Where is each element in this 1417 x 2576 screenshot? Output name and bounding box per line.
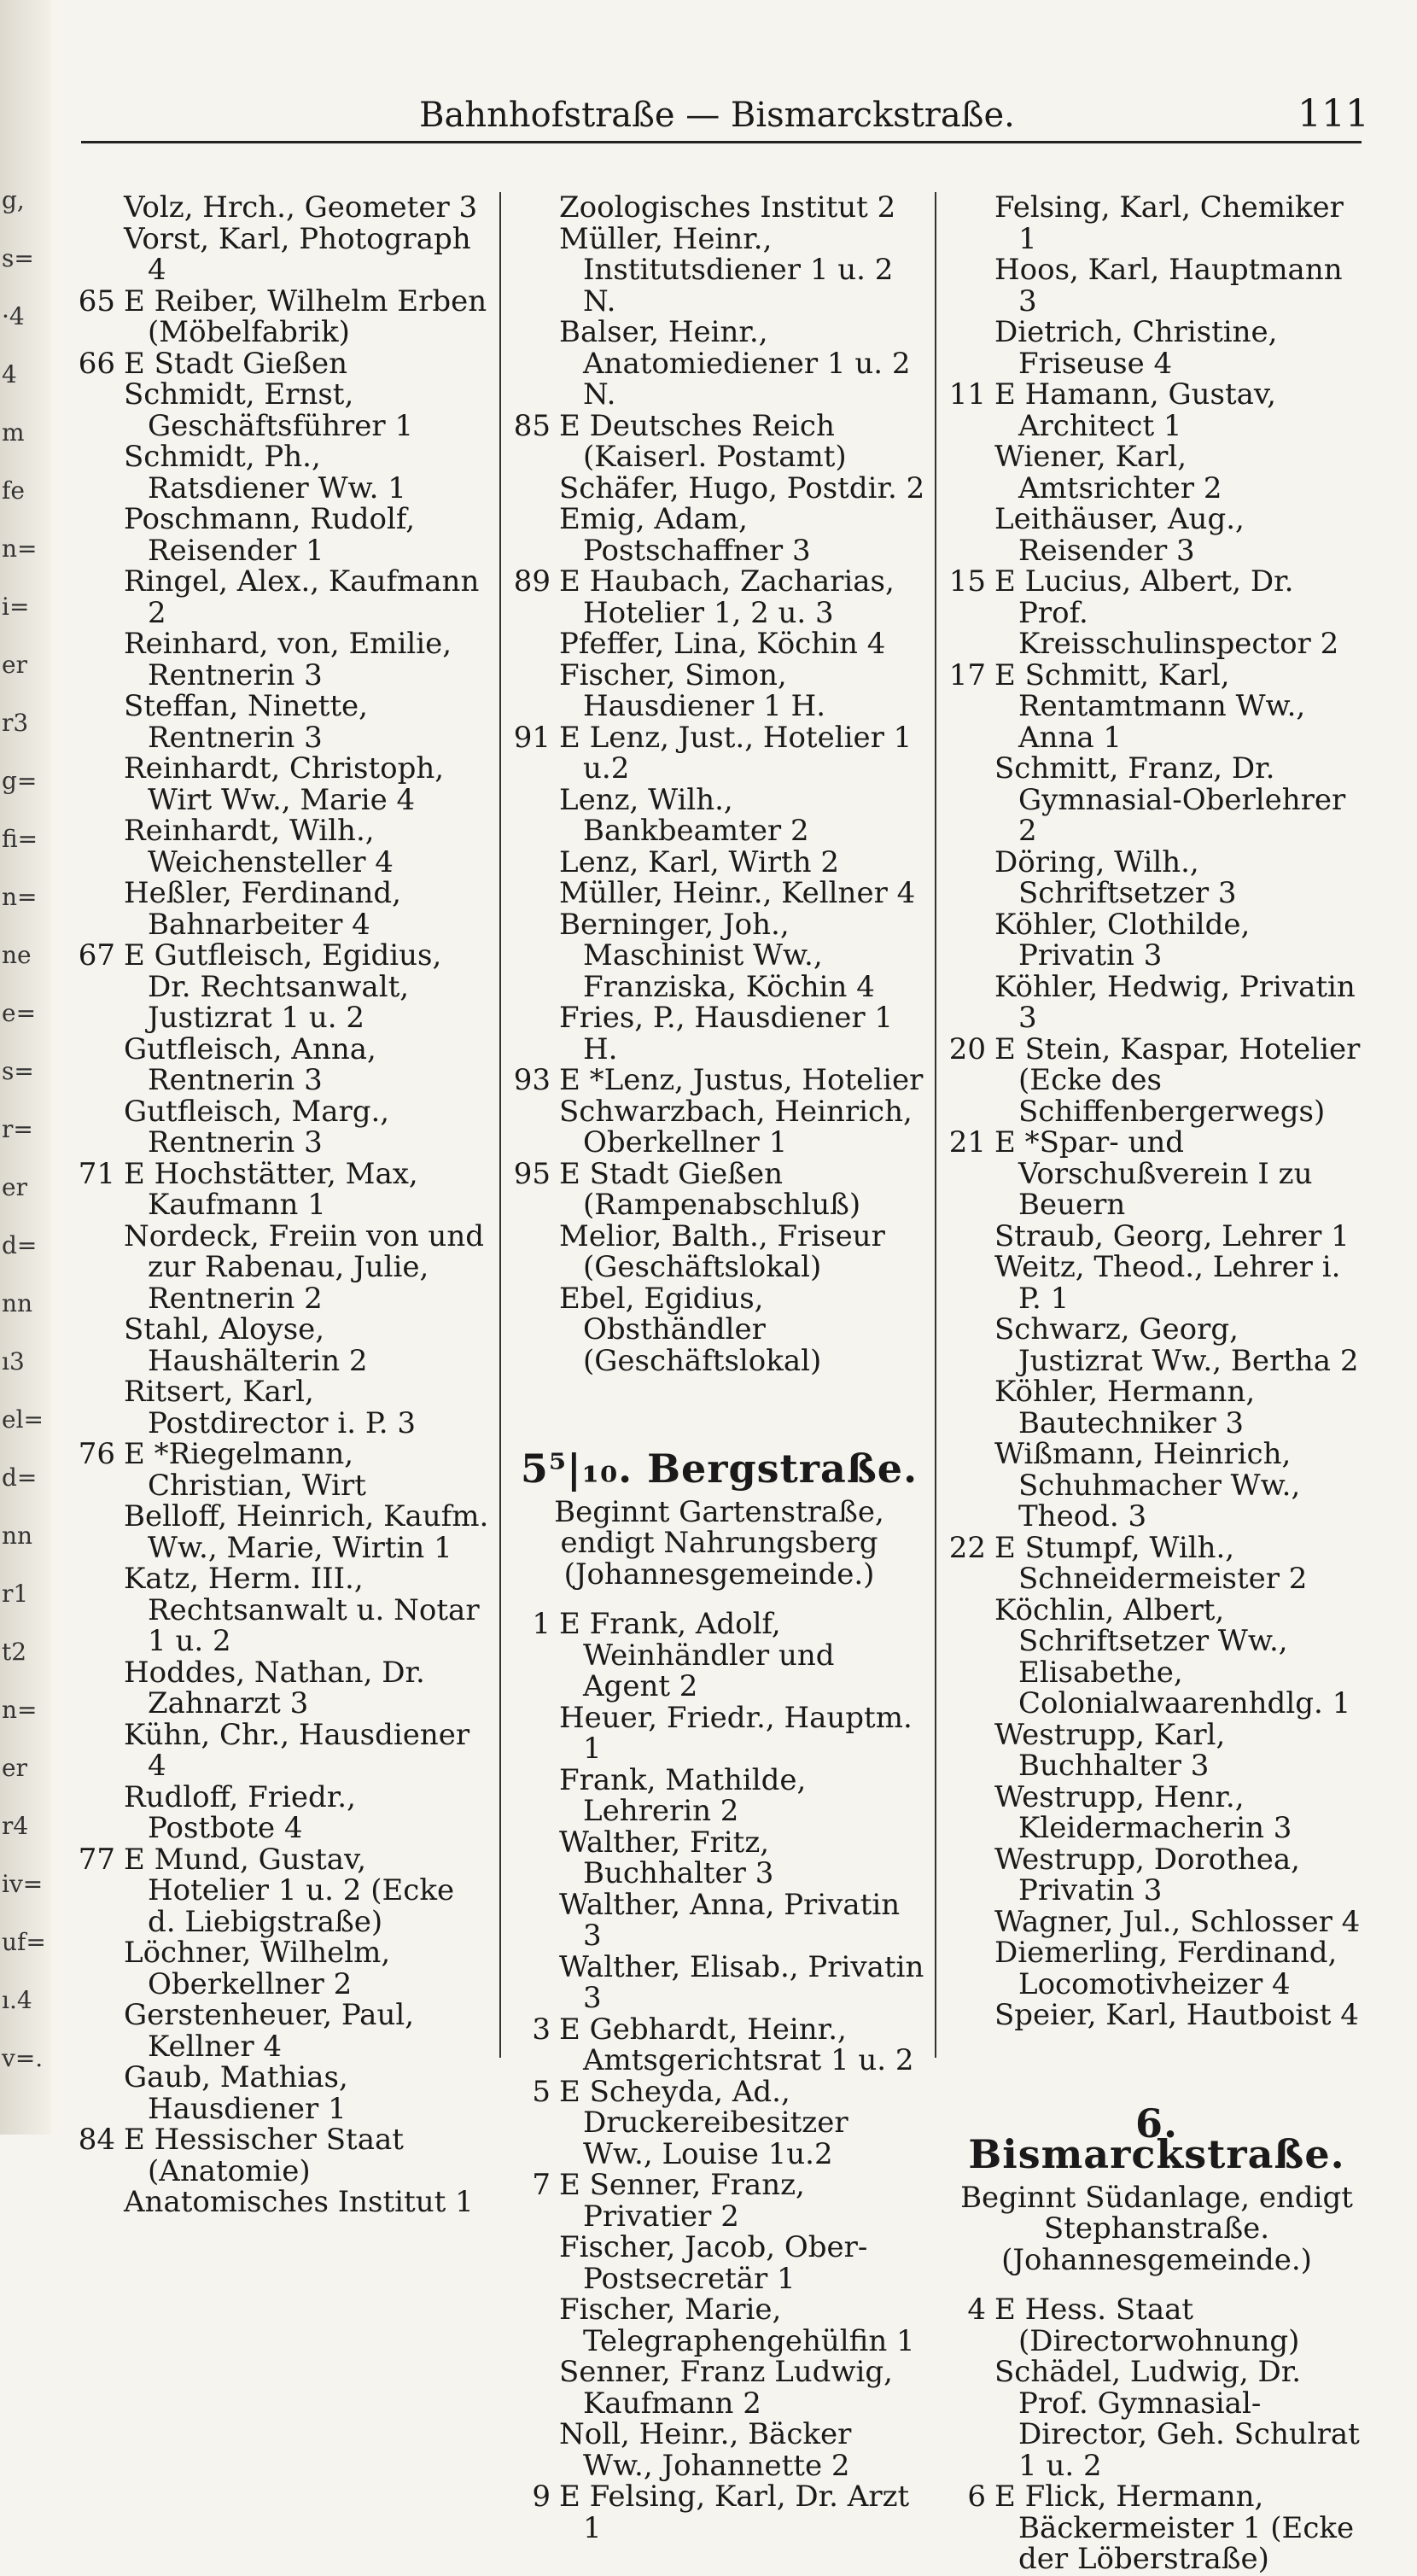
gutter-fragment: d=	[2, 1231, 38, 1259]
entry-text: Schmidt, Ph., Ratsdiener Ww. 1	[124, 440, 406, 505]
directory-entry	[512, 1827, 926, 1890]
directory-entry	[512, 2170, 926, 2232]
gutter-fragment: uf=	[2, 1928, 46, 1956]
directory-entry	[948, 317, 1366, 379]
directory-entry	[512, 1887, 926, 1953]
entry-text: E Hamann, Gustav, Architect 1	[994, 377, 1276, 443]
entry-text: Reinhardt, Wilh., Weichensteller 4	[124, 814, 394, 879]
entry-text: E Stadt Gießen (Rampenabschluß)	[559, 1156, 861, 1222]
entry-text: E Hess. Staat (Directorwohnung)	[994, 2293, 1300, 2358]
entry-text: Lenz, Karl, Wirth 2	[559, 844, 840, 879]
section-heading-bergstrasse: 5⁵|₁₀. Bergstraße.	[520, 1446, 918, 1492]
entry-text: Fries, P., Hausdiener 1 H.	[559, 1001, 894, 1066]
directory-entry	[948, 566, 1366, 660]
directory-entry	[948, 1218, 1366, 1253]
entry-text: E Frank, Adolf, Weinhändler und Agent 2	[559, 1607, 835, 1703]
entry-text: E Senner, Franz, Privatier 2	[559, 2168, 805, 2234]
entry-text: Gaub, Mathias, Hausdiener 1	[124, 2060, 348, 2126]
gutter-fragment: e=	[2, 999, 37, 1027]
directory-entry	[948, 969, 1366, 1035]
directory-entry	[512, 844, 926, 879]
directory-entry	[948, 1530, 1366, 1596]
directory-entry	[77, 2124, 491, 2187]
gutter-fragment: fi=	[2, 825, 38, 853]
house-number: 4	[967, 2293, 986, 2327]
directory-entry	[948, 1376, 1366, 1439]
directory-entry	[77, 221, 491, 287]
entry-text: E Mund, Gustav, Hotelier 1 u. 2 (Ecke d. Liebigstraße)	[124, 1842, 455, 1939]
entry-text: Katz, Herm. III., Rechtsanwalt u. Notar 1 u. 2	[124, 1562, 480, 1658]
entry-text: E Stein, Kaspar, Hotelier (Ecke des Schiffenbergerwegs)	[994, 1031, 1361, 1129]
directory-entry	[512, 470, 926, 505]
entry-text: Köhler, Hedwig, Privatin 3	[994, 969, 1356, 1035]
entry-text: Dietrich, Christine, Friseuse 4	[994, 315, 1278, 381]
entry-text: Frank, Mathilde, Lehrerin 2	[559, 1762, 807, 1828]
directory-entry	[77, 2000, 491, 2062]
house-number: 85	[513, 408, 551, 443]
directory-entry	[948, 1252, 1366, 1314]
gutter-fragment: n=	[2, 883, 38, 911]
directory-entry	[948, 192, 1366, 254]
directory-entry	[77, 1218, 491, 1316]
page-number: 111	[1297, 92, 1369, 136]
gutter-fragment: g=	[2, 767, 38, 795]
directory-entry	[77, 1657, 491, 1720]
gutter-fragment: 4	[2, 360, 17, 388]
directory-entry	[948, 1439, 1366, 1533]
house-number: 89	[513, 564, 551, 599]
gutter-fragment: n=	[2, 534, 38, 563]
house-number: 91	[513, 720, 551, 755]
house-number: 1	[532, 1607, 551, 1641]
entry-text: Schwarzbach, Heinrich, Oberkellner 1	[559, 1094, 913, 1159]
directory-entry	[77, 1156, 491, 1222]
entry-text: Heßler, Ferdinand, Bahnarbeiter 4	[124, 876, 401, 942]
directory-entry	[77, 1779, 491, 1845]
entry-text: Wagner, Jul., Schlosser 4	[994, 1904, 1361, 1939]
entry-text: Stahl, Aloyse, Haushälterin 2	[124, 1312, 368, 1378]
directory-entry	[512, 1700, 926, 1766]
directory-entry	[948, 1717, 1366, 1783]
left-gutter-fragments	[0, 0, 51, 2135]
directory-entry	[512, 2481, 926, 2544]
entry-text: Reinhard, von, Emilie, Rentnerin 3	[124, 627, 452, 692]
gutter-fragment: er	[2, 1173, 27, 1201]
gutter-fragment: r4	[2, 1812, 29, 1840]
directory-entry	[512, 2294, 926, 2357]
entry-text: Belloff, Heinrich, Kaufm. Ww., Marie, Wirtin 1	[124, 1499, 489, 1565]
directory-entry	[512, 408, 926, 474]
directory-entry	[77, 379, 491, 441]
gutter-fragment: s=	[2, 1057, 34, 1085]
directory-entry	[77, 1563, 491, 1657]
entry-list	[948, 192, 1366, 2031]
directory-entry	[77, 940, 491, 1034]
directory-entry	[77, 1501, 491, 1563]
entry-text: E Haubach, Zacharias, Hotelier 1, 2 u. 3	[559, 564, 895, 630]
column-1	[77, 192, 491, 2218]
house-number: 22	[948, 1530, 986, 1565]
entry-text: Zoologisches Institut 2	[559, 190, 896, 225]
directory-entry	[77, 1439, 491, 1501]
entry-text: Köhler, Hermann, Bautechniker 3	[994, 1375, 1256, 1440]
directory-entry	[77, 566, 491, 628]
entry-text: Ritsert, Karl, Postdirector i. P. 3	[124, 1375, 417, 1440]
entry-text: Wiener, Karl, Amtsrichter 2	[994, 440, 1222, 505]
entry-text: Nordeck, Freiin von und zur Rabenau, Julie, Rentnerin 2	[124, 1218, 484, 1316]
entry-text: E Gebhardt, Heinr., Amtsgerichtsrat 1 u. 2	[559, 2012, 914, 2077]
entry-text: Westrupp, Karl, Buchhalter 3	[994, 1717, 1226, 1783]
gutter-fragment: r=	[2, 1115, 33, 1143]
gutter-fragment: er	[2, 1754, 27, 1782]
house-number: 76	[78, 1437, 115, 1471]
gutter-fragment: nn	[2, 1522, 33, 1550]
entry-text: Balser, Heinr., Anatomiediener 1 u. 2 N.	[559, 315, 911, 412]
entry-text: Leithäuser, Aug., Reisender 3	[994, 502, 1245, 568]
header-rule	[81, 141, 1362, 143]
directory-entry	[77, 1096, 491, 1159]
house-number: 20	[948, 1031, 986, 1066]
entry-text: Hoos, Karl, Hauptmann 3	[994, 253, 1343, 318]
directory-entry	[948, 657, 1366, 755]
directory-entry	[512, 2232, 926, 2294]
gutter-fragment: el=	[2, 1405, 44, 1434]
entry-text: Köhler, Clothilde, Privatin 3	[994, 907, 1251, 973]
entry-text: Westrupp, Dorothea, Privatin 3	[994, 1842, 1300, 1907]
page-title: Bahnhofstraße — Bismarckstraße.	[419, 96, 1015, 135]
gutter-fragment: v=.	[2, 2044, 44, 2072]
entry-text: Westrupp, Henr., Kleidermacherin 3	[994, 1779, 1292, 1845]
directory-entry	[77, 1717, 491, 1783]
directory-entry	[948, 1031, 1366, 1129]
gutter-fragment: m	[2, 418, 25, 447]
entry-text: Lenz, Wilh., Bankbeamter 2	[559, 782, 809, 848]
gutter-fragment: nn	[2, 1289, 33, 1317]
house-number: 84	[78, 2123, 115, 2157]
entry-text: Walther, Elisab., Privatin 3	[559, 1949, 924, 2015]
entry-text: Vorst, Karl, Photograph 4	[124, 221, 471, 287]
directory-entry	[512, 192, 926, 224]
entry-text: E Gutfleisch, Egidius, Dr. Rechtsanwalt, Justizrat 1 u. 2	[124, 938, 442, 1035]
entry-text: Reinhardt, Christoph, Wirt Ww., Marie 4	[124, 751, 445, 817]
entry-list	[512, 192, 926, 1376]
entry-text: Löchner, Wilhelm, Oberkellner 2	[124, 1936, 391, 2001]
entry-text: E Schmitt, Karl, Rentamtmann Ww., Anna 1	[994, 657, 1306, 755]
entry-text: Fischer, Marie, Telegraphengehülfin 1	[559, 2293, 915, 2358]
house-number: 11	[948, 377, 986, 412]
entry-text: Walther, Anna, Privatin 3	[559, 1887, 901, 1953]
entry-text: Müller, Heinr., Kellner 4	[559, 876, 916, 910]
entry-text: Poschmann, Rudolf, Reisender 1	[124, 502, 416, 568]
house-number: 17	[948, 657, 986, 692]
gutter-fragment: g,	[2, 186, 25, 214]
directory-entry	[512, 221, 926, 318]
directory-entry	[512, 2419, 926, 2481]
entry-text: E Deutsches Reich (Kaiserl. Postamt)	[559, 408, 847, 474]
directory-entry	[948, 379, 1366, 441]
column-divider	[499, 192, 501, 2058]
directory-entry	[512, 1002, 926, 1065]
entry-text: Berninger, Joh., Maschinist Ww., Franziska, Köchin 4	[559, 907, 875, 1004]
column-2	[512, 192, 926, 2544]
entry-text: Rudloff, Friedr., Postbote 4	[124, 1779, 356, 1845]
directory-entry	[512, 1065, 926, 1096]
directory-entry	[77, 283, 491, 349]
directory-entry	[77, 192, 491, 224]
entry-text: Weitz, Theod., Lehrer i. P. 1	[994, 1250, 1341, 1316]
directory-entry	[512, 1096, 926, 1159]
entry-text: Pfeffer, Lina, Köchin 4	[559, 627, 886, 661]
entry-text: Steffan, Ninette, Rentnerin 3	[124, 689, 368, 755]
house-number: 71	[78, 1156, 115, 1191]
directory-entry	[512, 1283, 926, 1377]
gutter-fragment: fe	[2, 476, 25, 505]
directory-entry	[77, 2187, 491, 2218]
house-number: 95	[513, 1156, 551, 1191]
directory-entry	[948, 1904, 1366, 1939]
directory-entry	[77, 1937, 491, 2000]
directory-entry	[77, 1376, 491, 1439]
entry-text: Speier, Karl, Hautboist 4	[994, 1998, 1359, 2032]
house-number: 6	[967, 2480, 986, 2514]
gutter-fragment: i=	[2, 593, 30, 621]
gutter-fragment: r3	[2, 709, 29, 737]
entry-list	[948, 2294, 1366, 2575]
entry-text: Emig, Adam, Postschaffner 3	[559, 502, 811, 568]
entry-text: Köchlin, Albert, Schriftsetzer Ww., Elisabethe, Colonialwaarenhdlg. 1	[994, 1592, 1351, 1720]
entry-text: Senner, Franz Ludwig, Kaufmann 2	[559, 2355, 893, 2421]
entry-text: Schmitt, Franz, Dr. Gymnasial-Oberlehrer 2	[994, 751, 1346, 848]
house-number: 9	[532, 2480, 551, 2514]
directory-entry	[77, 815, 491, 878]
gutter-fragment: er	[2, 651, 27, 679]
directory-entry	[512, 657, 926, 723]
directory-entry	[948, 844, 1366, 910]
entry-text: E Flick, Hermann, Bäckermeister 1 (Ecke der Löberstraße)	[994, 2480, 1355, 2576]
directory-entry	[512, 1609, 926, 1703]
entry-text: Gutfleisch, Marg., Rentnerin 3	[124, 1094, 390, 1159]
entry-text: Diemerling, Ferdinand, Locomotivheizer 4	[994, 1936, 1338, 2001]
directory-entry	[512, 782, 926, 848]
directory-entry	[512, 628, 926, 660]
directory-entry	[512, 504, 926, 566]
directory-entry	[77, 1314, 491, 1376]
directory-entry	[948, 254, 1366, 317]
house-number: 7	[532, 2168, 551, 2202]
entry-text: Schwarz, Georg, Justizrat Ww., Bertha 2	[994, 1312, 1359, 1378]
house-number: 21	[948, 1125, 986, 1159]
section-heading-bismarckstrasse: 6. Bismarckstraße.	[968, 2100, 1345, 2177]
entry-text: E Hessischer Staat (Anatomie)	[124, 2123, 404, 2188]
directory-entry	[948, 504, 1366, 566]
entry-text: Kühn, Chr., Hausdiener 4	[124, 1717, 470, 1783]
entry-text: Müller, Heinr., Institutsdiener 1 u. 2 N.	[559, 221, 894, 318]
entry-text: E Stadt Gießen	[124, 346, 347, 381]
entry-text: E *Spar- und Vorschußverein I zu Beuern	[994, 1125, 1313, 1222]
entry-text: Straub, Georg, Lehrer 1	[994, 1218, 1350, 1253]
directory-entry	[948, 1127, 1366, 1221]
gutter-fragment: n=	[2, 1696, 38, 1724]
directory-entry	[77, 753, 491, 815]
directory-entry	[512, 566, 926, 628]
directory-entry	[77, 691, 491, 753]
directory-entry	[948, 2357, 1366, 2481]
entry-text: Hoddes, Nathan, Dr. Zahnarzt 3	[124, 1655, 425, 1720]
gutter-fragment: ·4	[2, 302, 25, 330]
entry-text: E *Lenz, Justus, Hotelier	[559, 1063, 924, 1097]
directory-entry	[77, 1844, 491, 1938]
entry-list	[512, 1609, 926, 2544]
entry-text: Ringel, Alex., Kaufmann 2	[124, 564, 480, 630]
directory-entry	[948, 753, 1366, 847]
entry-text: Felsing, Karl, Chemiker 1	[994, 190, 1344, 256]
directory-entry	[77, 441, 491, 504]
house-number: 66	[78, 346, 115, 381]
entry-text: Ebel, Egidius, Obsthändler (Geschäftslokal)	[559, 1281, 822, 1378]
directory-entry	[512, 878, 926, 909]
section-parish: (Johannesgemeinde.)	[563, 1557, 875, 1592]
directory-entry	[948, 1937, 1366, 2000]
directory-entry	[948, 1779, 1366, 1845]
entry-text: Melior, Balth., Friseur (Geschäftslokal)	[559, 1218, 885, 1284]
gutter-fragment: d=	[2, 1463, 38, 1492]
directory-entry	[512, 722, 926, 785]
directory-entry	[948, 1844, 1366, 1907]
entry-text: E Felsing, Karl, Dr. Arzt 1	[559, 2480, 910, 2545]
house-number: 15	[948, 564, 986, 599]
directory-entry	[948, 1592, 1366, 1720]
column-3	[948, 192, 1366, 2575]
gutter-fragment: t2	[2, 1638, 27, 1666]
directory-entry	[77, 504, 491, 566]
directory-entry	[948, 1314, 1366, 1376]
entry-text: E Hochstätter, Max, Kaufmann 1	[124, 1156, 418, 1222]
entry-text: Döring, Wilh., Schriftsetzer 3	[994, 844, 1237, 910]
gutter-fragment: iv=	[2, 1870, 44, 1898]
entry-text: Fischer, Jacob, Ober-Postsecretär 1	[559, 2230, 868, 2296]
entry-text: E Reiber, Wilhelm Erben (Möbelfabrik)	[124, 283, 487, 349]
directory-entry	[77, 878, 491, 940]
entry-text: Heuer, Friedr., Hauptm. 1	[559, 1700, 913, 1766]
entry-text: Schädel, Ludwig, Dr. Prof. Gymnasial-Director, Geh. Schulrat 1 u. 2	[994, 2355, 1360, 2483]
directory-entry	[77, 628, 491, 691]
section-parish: (Johannesgemeinde.)	[1001, 2242, 1312, 2277]
entry-text: Gutfleisch, Anna, Rentnerin 3	[124, 1031, 376, 1097]
directory-entry	[512, 1762, 926, 1828]
directory-entry	[512, 2074, 926, 2171]
directory-entry	[512, 2357, 926, 2419]
directory-entry	[948, 2481, 1366, 2575]
entry-text: Gerstenheuer, Paul, Kellner 4	[124, 1998, 415, 2064]
column-divider	[935, 192, 936, 2058]
gutter-fragment: ne	[2, 941, 32, 969]
directory-entry	[948, 909, 1366, 972]
entry-text: E Lucius, Albert, Dr. Prof. Kreisschulinspector 2	[994, 564, 1339, 661]
entry-text: E *Riegelmann, Christian, Wirt	[124, 1437, 366, 1503]
entry-list	[77, 192, 491, 2218]
house-number: 67	[78, 938, 115, 973]
entry-text: Fischer, Simon, Hausdiener 1 H.	[559, 657, 826, 723]
directory-entry	[948, 2294, 1366, 2357]
gutter-fragment: r1	[2, 1580, 29, 1608]
entry-text: Walther, Fritz, Buchhalter 3	[559, 1825, 774, 1890]
entry-text: Anatomisches Institut 1	[124, 2185, 474, 2219]
entry-text: Schmidt, Ernst, Geschäftsführer 1	[124, 377, 414, 443]
directory-entry	[512, 317, 926, 411]
house-number: 3	[532, 2012, 551, 2047]
directory-entry	[512, 1156, 926, 1222]
house-number: 65	[78, 283, 115, 318]
directory-entry	[77, 2062, 491, 2124]
house-number: 77	[78, 1842, 115, 1877]
directory-entry	[512, 909, 926, 1003]
directory-entry	[77, 1031, 491, 1097]
section-intro: Beginnt Gartenstraße, endigt Nahrungsberg	[554, 1494, 884, 1560]
entry-text: Schäfer, Hugo, Postdir. 2	[559, 470, 925, 505]
house-number: 93	[513, 1063, 551, 1097]
entry-text: E Lenz, Just., Hotelier 1 u.2	[559, 720, 913, 786]
gutter-fragment: ı3	[2, 1347, 25, 1376]
gutter-fragment: ı.4	[2, 1986, 32, 2014]
directory-entry	[77, 348, 491, 380]
directory-entry	[512, 1218, 926, 1284]
entry-text: Noll, Heinr., Bäcker Ww., Johannette 2	[559, 2417, 852, 2483]
house-number: 5	[532, 2074, 551, 2109]
directory-entry	[948, 441, 1366, 504]
entry-text: E Scheyda, Ad., Druckereibesitzer Ww., Louise 1u.2	[559, 2074, 848, 2171]
entry-text: Wißmann, Heinrich, Schuhmacher Ww., Theod. 3	[994, 1437, 1301, 1533]
entry-text: E Stumpf, Wilh., Schneidermeister 2	[994, 1530, 1308, 1596]
directory-entry	[512, 1949, 926, 2015]
gutter-fragment: s=	[2, 244, 34, 272]
section-intro: Beginnt Südanlage, endigt Stephanstraße.	[960, 2180, 1353, 2246]
directory-entry	[512, 2014, 926, 2077]
directory-entry	[948, 2000, 1366, 2031]
entry-text: Volz, Hrch., Geometer 3	[124, 190, 478, 225]
